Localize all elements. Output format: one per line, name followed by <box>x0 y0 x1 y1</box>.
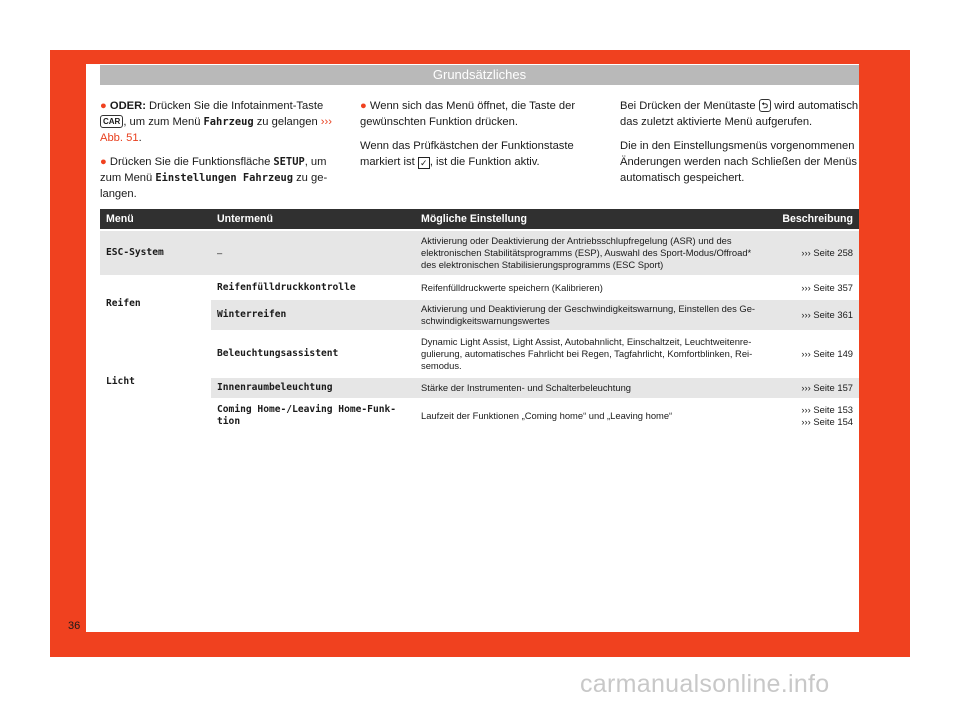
table-row <box>100 300 859 330</box>
text: , ist die Funktion aktiv. <box>429 156 540 168</box>
section-title: Grundsätzliches <box>432 67 527 82</box>
figure-link[interactable]: ››› Abb. 51 <box>100 116 332 144</box>
menu-name: Fahrzeug <box>203 116 254 128</box>
column-1 <box>100 98 338 210</box>
submenu-cell: Beleuchtungsassistent <box>211 332 415 376</box>
checkbox-checked-icon: ✓ <box>418 157 430 169</box>
table-header-row <box>100 209 859 229</box>
back-arrow-icon: ⮌ <box>759 99 771 112</box>
text: , um zum Menü <box>123 116 204 128</box>
header-submenu: Untermenü <box>211 209 415 229</box>
page-ref[interactable]: ››› Seite 154 <box>801 416 853 427</box>
header-description: Beschreibung <box>772 209 859 229</box>
menu-cell: Licht <box>100 332 211 432</box>
text: Wenn das Prüfkästchen der Funktionstaste markiert ist <box>360 140 574 168</box>
page-ref[interactable]: ››› Seite 361 <box>772 300 859 330</box>
instruction-1 <box>100 98 338 146</box>
setting-cell: Laufzeit der Funktionen „Coming home“ und „Leaving home“ <box>415 400 772 432</box>
settings-table <box>100 207 859 434</box>
menu-cell: ESC-System <box>100 231 211 275</box>
page-ref[interactable]: ››› Seite 258 <box>772 231 859 275</box>
table-row <box>100 400 859 432</box>
text: Die in den Einstellungsmenüs vorgenommenen Änderungen werden nach Schließen der Menüs automatisch gespeichert. <box>620 140 857 184</box>
text: Bei Drücken der Menütaste <box>620 100 759 112</box>
submenu-cell: Reifenfülldruckkontrolle <box>211 277 415 298</box>
text: , um zum Menü <box>100 156 327 184</box>
header-settings: Mögliche Einstellung <box>415 209 772 229</box>
column-2 <box>360 98 598 178</box>
back-note <box>620 98 859 130</box>
page-ref[interactable]: ››› Seite 149 <box>772 332 859 376</box>
bullet-icon: ● <box>100 100 107 112</box>
text: zu gelangen. <box>100 172 328 200</box>
save-note <box>620 138 859 186</box>
table-row <box>100 231 859 275</box>
header-menu: Menü <box>100 209 211 229</box>
setting-cell: Aktivierung und Deaktivierung der Geschwindigkeitswarnung, Einstellen des Geschwindigkeitswarnungswertes <box>415 300 772 330</box>
setting-cell: Reifenfülldruckwerte speichern (Kalibrieren) <box>415 277 772 298</box>
menu-cell: Reifen <box>100 277 211 330</box>
submenu-cell: Winterreifen <box>211 300 415 330</box>
bullet-icon: ● <box>360 100 367 112</box>
car-key-icon: CAR <box>100 115 123 128</box>
text: Drücken Sie die Funktionsfläche <box>109 156 274 168</box>
menu-name: Einstellungen Fahrzeug <box>155 172 293 184</box>
table-row <box>100 378 859 398</box>
instruction-2 <box>100 154 338 202</box>
setting-cell: Stärke der Instrumenten- und Schalterbeleuchtung <box>415 378 772 398</box>
submenu-cell: Innenraumbeleuchtung <box>211 378 415 398</box>
text: . <box>138 132 142 144</box>
section-header <box>100 65 859 85</box>
submenu-cell: Coming Home-/Leaving Home-Funktion <box>211 400 415 432</box>
page-refs <box>772 400 859 432</box>
watermark: carmanualsonline.info <box>580 670 830 698</box>
instruction-3 <box>360 98 598 130</box>
column-3 <box>620 98 859 194</box>
page-ref[interactable]: ››› Seite 153 <box>801 404 853 415</box>
text: Drücken Sie die Infotainment-Taste <box>145 100 324 112</box>
page-ref[interactable]: ››› Seite 357 <box>772 277 859 298</box>
text: wird automatisch das zuletzt aktivierte Menü aufgerufen. <box>620 100 859 128</box>
text: Wenn sich das Menü öffnet, die Taste der gewünschten Funktion drücken. <box>360 100 576 128</box>
checkbox-note <box>360 138 598 170</box>
page-ref[interactable]: ››› Seite 157 <box>772 378 859 398</box>
submenu-cell: – <box>211 231 415 275</box>
bullet-icon: ● <box>100 156 107 168</box>
table-row <box>100 277 859 298</box>
setup-label: SETUP <box>273 156 305 168</box>
setting-cell: Dynamic Light Assist, Light Assist, Autobahnlicht, Einschaltzeit, Leuchtweitenregulierung, automatisches Fahrlicht bei Regen, Tagfahrlicht, Komfortblinken, Reisemodus. <box>415 332 772 376</box>
text: zu gelangen <box>253 116 321 128</box>
page-number: 36 <box>68 620 81 632</box>
or-label: ODER: <box>109 100 146 112</box>
setting-cell: Aktivierung oder Deaktivierung der Antriebsschlupfregelung (ASR) und des elektronischen Stabilitätsprogramms (ESP), Auswahl des Sport-Modus/Offroad* des elektronischen Stabilisierungsprogramms (ESC Sport) <box>415 231 772 275</box>
table-row <box>100 332 859 376</box>
